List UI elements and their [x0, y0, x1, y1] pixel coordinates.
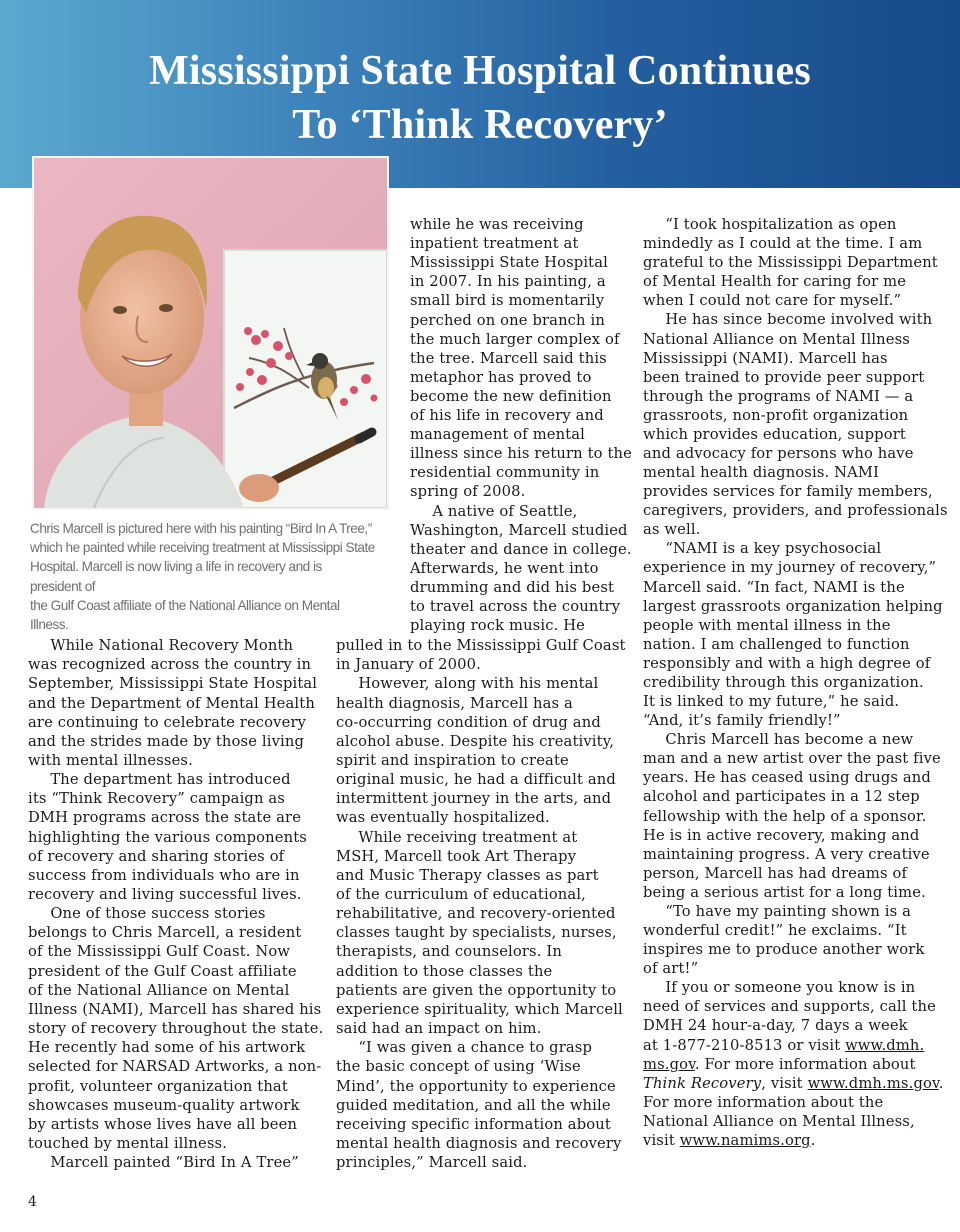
text-line: National Alliance on Mental Illness [643, 330, 910, 348]
text-line: small bird is momentarily [410, 292, 605, 310]
photo-illustration [34, 158, 387, 508]
dmh-link-part2[interactable]: ms.gov [643, 1056, 695, 1073]
text-line: playing rock music. He [410, 617, 586, 635]
text-line: being a serious artist for a long time. [643, 883, 926, 901]
dmh-website-link[interactable]: www.dmh.ms.gov [807, 1075, 939, 1092]
text-line: addition to those classes the [336, 962, 553, 980]
text-line: of art!” [643, 960, 699, 978]
text-line: guided meditation, and all the while [336, 1096, 611, 1114]
dmh-link-part1[interactable]: www.dmh. [845, 1037, 925, 1054]
contact-text: . [810, 1132, 816, 1149]
text-line: the basic concept of using ‘Wise [336, 1058, 581, 1076]
text-line: DMH 24 hour-a-day, 7 days a week [643, 1017, 908, 1035]
text-line: need of services and supports, call the [643, 998, 936, 1016]
text-line: of the National Alliance on Mental [28, 981, 290, 999]
text-line: spring of 2008. [410, 483, 526, 501]
think-recovery-italic: Think Recovery [643, 1075, 762, 1092]
text-line: years. He has ceased using drugs and [643, 769, 931, 787]
text-line: grassroots, non-profit organization [643, 406, 909, 424]
text-line: classes taught by specialists, nurses, [336, 924, 617, 942]
caption-line: which he painted while receiving treatment at Mississippi State [30, 540, 375, 556]
text-line: and the strides made by those living [28, 732, 305, 750]
text-line: responsibly and with a high degree of [643, 654, 931, 672]
text-line: of Mental Health for caring for me [643, 273, 907, 291]
text-line: original music, he had a difficult and [336, 771, 616, 788]
text-line: Mind’, the opportunity to experience [336, 1077, 616, 1095]
text-line: health diagnosis, Marcell has a [336, 694, 573, 712]
text-line: alcohol and participates in a 12 step [643, 788, 920, 806]
text-line: A native of Seattle, [410, 502, 578, 520]
text-line: DMH programs across the state are [28, 809, 302, 827]
contact-line: National Alliance on Mental Illness, [643, 1113, 915, 1130]
text-line: He has since become involved with [643, 311, 933, 329]
text-line: with mental illnesses. [28, 751, 193, 769]
text-line: management of mental [410, 426, 586, 444]
text-line: was eventually hospitalized. [336, 809, 550, 827]
text-line: provides services for family members, [643, 483, 933, 501]
text-line: illness since his return to the [410, 445, 632, 463]
caption-line: the Gulf Coast affiliate of the National Alliance on Mental Illness. [30, 597, 340, 633]
text-line: success from individuals who are in [28, 866, 300, 884]
contact-text: . [938, 1075, 944, 1092]
text-line: Washington, Marcell studied [410, 521, 628, 539]
text-line: wonderful credit!” he exclaims. “It [643, 922, 907, 939]
text-line: people with mental illness in the [643, 616, 891, 634]
text-line: of the curriculum of educational, [336, 886, 586, 903]
text-line: mindedly as I could at the time. I am [643, 235, 923, 253]
text-line: become the new definition [410, 387, 612, 405]
text-line: Mississippi State Hospital [410, 254, 608, 272]
caption-line: Hospital. Marcell is now living a life in recovery and is president of [30, 559, 322, 594]
hand [239, 474, 279, 502]
text-line: residential community in [410, 464, 600, 482]
contact-text: , visit [761, 1075, 808, 1092]
text-line: touched by mental illness. [28, 1134, 228, 1152]
title-line-2: To ‘Think Recovery’ [292, 102, 668, 148]
text-line: and the Department of Mental Health [28, 694, 315, 712]
text-line: drumming and did his best [410, 578, 615, 596]
text-line: He is in active recovery, making and [643, 826, 920, 844]
text-line: showcases museum-quality artwork [28, 1096, 300, 1114]
text-line: therapists, and counselors. In [336, 943, 562, 961]
text-line: Marcell said. “In fact, NAMI is the [643, 578, 905, 596]
contact-text: . For more information about [694, 1056, 916, 1073]
text-line: in January of 2000. [336, 656, 481, 674]
text-line: He recently had some of his artwork [28, 1039, 306, 1057]
text-line: of his life in recovery and [410, 407, 604, 424]
text-line: co-occurring condition of drug and [336, 713, 601, 731]
text-line: intermittent journey in the arts, and [336, 790, 612, 808]
text-line: rehabilitative, and recovery-oriented [336, 905, 616, 923]
text-line: caregivers, providers, and professionals [643, 502, 948, 520]
text-line: While receiving treatment at [336, 828, 578, 846]
text-line: receiving specific information about [336, 1115, 611, 1133]
text-line: mental health diagnosis and recovery [336, 1134, 622, 1152]
text-line: credibility through this organization. [643, 673, 924, 691]
text-line: One of those success stories [28, 905, 266, 923]
text-line: Chris Marcell has become a new [643, 731, 914, 749]
text-line: its “Think Recovery” campaign as [28, 790, 285, 808]
text-line: said had an impact on him. [336, 1020, 542, 1037]
text-line: mental health diagnosis. NAMI [643, 464, 880, 481]
text-line: Marcell painted “Bird In A Tree” [28, 1154, 299, 1171]
text-line: metaphor has proved to [410, 368, 592, 386]
photo-caption [30, 519, 375, 634]
text-line: spirit and inspiration to create [336, 751, 569, 769]
text-line: are continuing to celebrate recovery [28, 713, 307, 731]
text-line: alcohol abuse. Despite his creativity, [336, 732, 615, 750]
text-line: inpatient treatment at [410, 235, 579, 253]
namims-link[interactable]: www.namims.org [679, 1132, 811, 1149]
text-line: by artists whose lives have all been [28, 1115, 298, 1133]
text-line: selected for NARSAD Artworks, a non- [28, 1058, 322, 1076]
contact-line [643, 1074, 944, 1093]
text-line: patients are given the opportunity to [336, 981, 617, 999]
text-line: in 2007. In his painting, a [410, 273, 606, 291]
text-line: to travel across the country [410, 598, 621, 615]
text-line: Mississippi (NAMI). Marcell has [643, 349, 888, 367]
text-line: as well. [643, 521, 701, 539]
text-line: September, Mississippi State Hospital [28, 675, 318, 693]
text-line: “I was given a chance to grasp [336, 1039, 593, 1057]
text-line: grateful to the Mississippi Department [643, 254, 938, 272]
text-line: while he was receiving [410, 216, 584, 233]
text-line: highlighting the various components [28, 828, 307, 846]
title-line-1: Mississippi State Hospital Continues [149, 48, 811, 94]
text-line: was recognized across the country in [28, 656, 312, 674]
article-title [0, 44, 960, 152]
text-line: MSH, Marcell took Art Therapy [336, 847, 577, 865]
text-line: person, Marcell has had dreams of [643, 864, 908, 882]
text-line: and Music Therapy classes as part [336, 866, 599, 884]
contact-text: visit [643, 1132, 680, 1149]
text-line: While National Recovery Month [28, 637, 294, 654]
text-line: recovery and living successful lives. [28, 886, 302, 903]
text-line: Illness (NAMI), Marcell has shared his [28, 1000, 322, 1018]
text-line: story of recovery throughout the state. [28, 1020, 324, 1037]
text-line: However, along with his mental [336, 675, 599, 693]
text-line: when I could not care for myself.” [643, 292, 902, 310]
text-line: which provides education, support [643, 425, 906, 443]
text-line: “NAMI is a key psychosocial [643, 540, 882, 558]
text-line: of recovery and sharing stories of [28, 847, 285, 865]
text-line: the tree. Marcell said this [410, 349, 607, 367]
text-line: man and a new artist over the past five [643, 750, 941, 768]
text-line: If you or someone you know is in [643, 979, 916, 997]
text-line: perched on one branch in [410, 311, 605, 329]
text-line: through the programs of NAMI — a [643, 387, 914, 405]
text-line: “I took hospitalization as open [643, 216, 897, 233]
text-line: maintaining progress. A very creative [643, 845, 930, 863]
text-line: The department has introduced [28, 771, 291, 788]
text-line: Afterwards, he went into [410, 559, 599, 577]
contact-line [643, 1055, 916, 1074]
text-line: of the Mississippi Gulf Coast. Now [28, 943, 291, 961]
contact-line [643, 1036, 924, 1055]
page-number: 4 [28, 1194, 37, 1210]
contact-text: at 1-877-210-8513 or visit [643, 1037, 846, 1054]
text-line: experience spirituality, which Marcell [336, 1000, 623, 1018]
text-line: theater and dance in college. [410, 540, 632, 558]
article-photo [32, 156, 389, 510]
text-line: largest grassroots organization helping [643, 597, 943, 615]
text-line: It is linked to my future,” he said. [643, 693, 900, 710]
text-line: inspires me to produce another work [643, 941, 925, 958]
text-line: belongs to Chris Marcell, a resident [28, 924, 302, 942]
text-line: the much larger complex of [410, 330, 620, 348]
text-line: been trained to provide peer support [643, 368, 925, 386]
text-line: “To have my painting shown is a [643, 902, 912, 920]
text-line: pulled in to the Mississippi Gulf Coast [336, 637, 626, 654]
text-line: president of the Gulf Coast affiliate [28, 962, 297, 980]
text-line: profit, volunteer organization that [28, 1077, 288, 1095]
contact-line [643, 1131, 816, 1150]
text-line: and advocacy for persons who have [643, 445, 914, 462]
text-line: “And, it’s family friendly!” [643, 712, 841, 730]
text-line: nation. I am challenged to function [643, 635, 910, 653]
text-line: experience in my journey of recovery,” [643, 559, 937, 577]
contact-line: For more information about the [643, 1094, 884, 1111]
caption-line: Chris Marcell is pictured here with his painting “Bird In A Tree,” [30, 521, 372, 536]
text-line: principles,” Marcell said. [336, 1154, 528, 1171]
text-line: fellowship with the help of a sponsor. [643, 807, 927, 825]
